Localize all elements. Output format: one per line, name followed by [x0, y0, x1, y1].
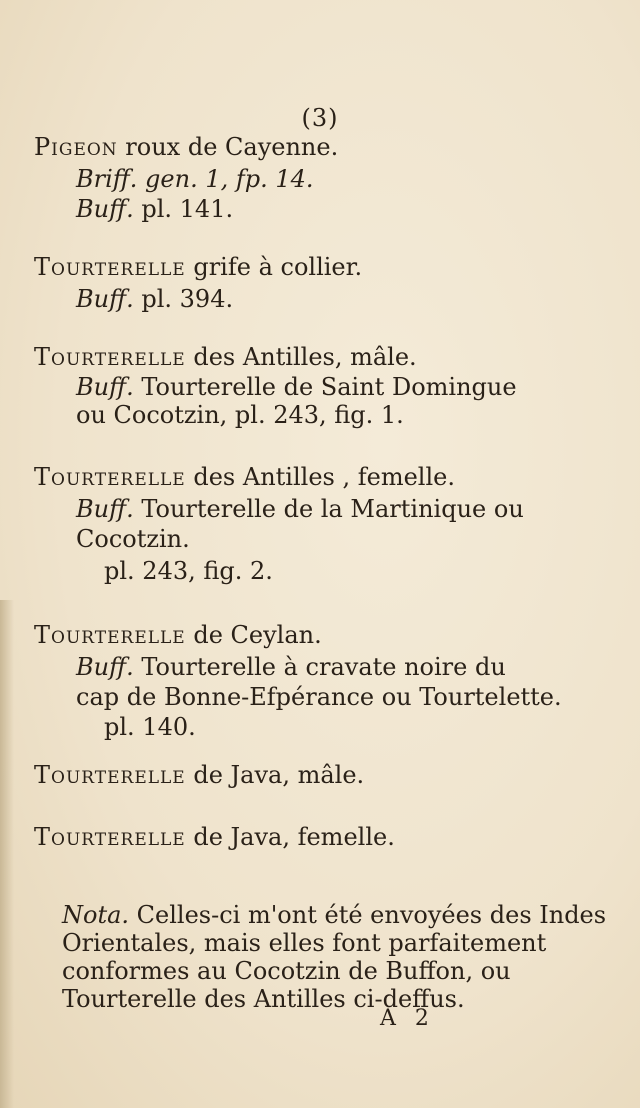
nota-paragraph — [62, 900, 606, 930]
entry-reference — [76, 194, 233, 224]
entry-reference — [76, 400, 404, 430]
entry-heading-rest: grife à collier. — [185, 253, 363, 281]
reference-text: gen. 1, fp. 14. — [137, 165, 314, 193]
entry-heading — [34, 342, 417, 372]
reference-author: Buff. — [76, 285, 134, 313]
entry-heading-smallcaps: Pigeon — [34, 133, 118, 161]
entry-heading-rest: de Java, femelle. — [185, 823, 395, 851]
reference-text: Tourterelle de Saint Domingue — [133, 373, 517, 401]
entry-heading-smallcaps: Tourterelle — [34, 823, 186, 851]
entry-reference — [104, 556, 273, 586]
reference-author: Buff. — [76, 495, 134, 523]
reference-author: Briff. — [76, 165, 138, 193]
reference-author: Buff. — [76, 373, 134, 401]
reference-text: Cocotzin. — [76, 525, 190, 553]
reference-text: cap de Bonne-Efpérance ou Tourtelette. — [76, 683, 562, 711]
entry-heading-smallcaps: Tourterelle — [34, 621, 186, 649]
entry-reference — [104, 712, 196, 742]
nota-line: Tourterelle des Antilles ci-deffus. — [62, 985, 465, 1013]
entry-reference — [76, 524, 190, 554]
entry-reference — [76, 652, 506, 682]
entry-heading — [34, 822, 395, 852]
reference-text: pl. 140. — [104, 713, 196, 741]
entry-heading-rest: roux de Cayenne. — [117, 133, 339, 161]
entry-reference — [76, 682, 562, 712]
nota-label: Nota. — [62, 901, 130, 929]
reference-text: pl. 243, fig. 2. — [104, 557, 273, 585]
reference-text: Tourterelle à cravate noire du — [133, 653, 506, 681]
signature-mark: A 2 — [380, 1006, 435, 1031]
page-number: (3) — [301, 104, 339, 132]
entry-heading-rest: de Ceylan. — [185, 621, 322, 649]
entry-heading-smallcaps: Tourterelle — [34, 463, 186, 491]
entry-heading-smallcaps: Tourterelle — [34, 761, 186, 789]
entry-heading — [34, 620, 322, 650]
reference-text: Tourterelle de la Martinique ou — [133, 495, 524, 523]
reference-author: Buff. — [76, 195, 134, 223]
entry-reference — [76, 494, 524, 524]
entry-heading-smallcaps: Tourterelle — [34, 343, 186, 371]
entry-heading-rest: des Antilles, mâle. — [185, 343, 417, 371]
page-edge-shadow — [0, 600, 14, 1108]
reference-author: Buff. — [76, 653, 134, 681]
entry-heading — [34, 462, 455, 492]
entry-heading-smallcaps: Tourterelle — [34, 253, 186, 281]
nota-line: conformes au Cocotzin de Buffon, ou — [62, 957, 511, 985]
entry-heading — [34, 760, 364, 790]
entry-heading-rest: de Java, mâle. — [185, 761, 365, 789]
entry-reference — [76, 164, 314, 194]
entry-heading-rest: des Antilles , femelle. — [185, 463, 455, 491]
reference-text: ou Cocotzin, pl. 243, fig. 1. — [76, 401, 404, 429]
reference-text: pl. 141. — [133, 195, 234, 223]
nota-line: Orientales, mais elles font parfaitement — [62, 929, 547, 957]
entry-heading — [34, 132, 338, 162]
entry-heading — [34, 252, 362, 282]
reference-text: pl. 394. — [133, 285, 234, 313]
nota-text: Celles-ci m'ont été envoyées des Indes — [129, 901, 607, 929]
entry-reference — [76, 372, 517, 402]
entry-reference — [76, 284, 233, 314]
